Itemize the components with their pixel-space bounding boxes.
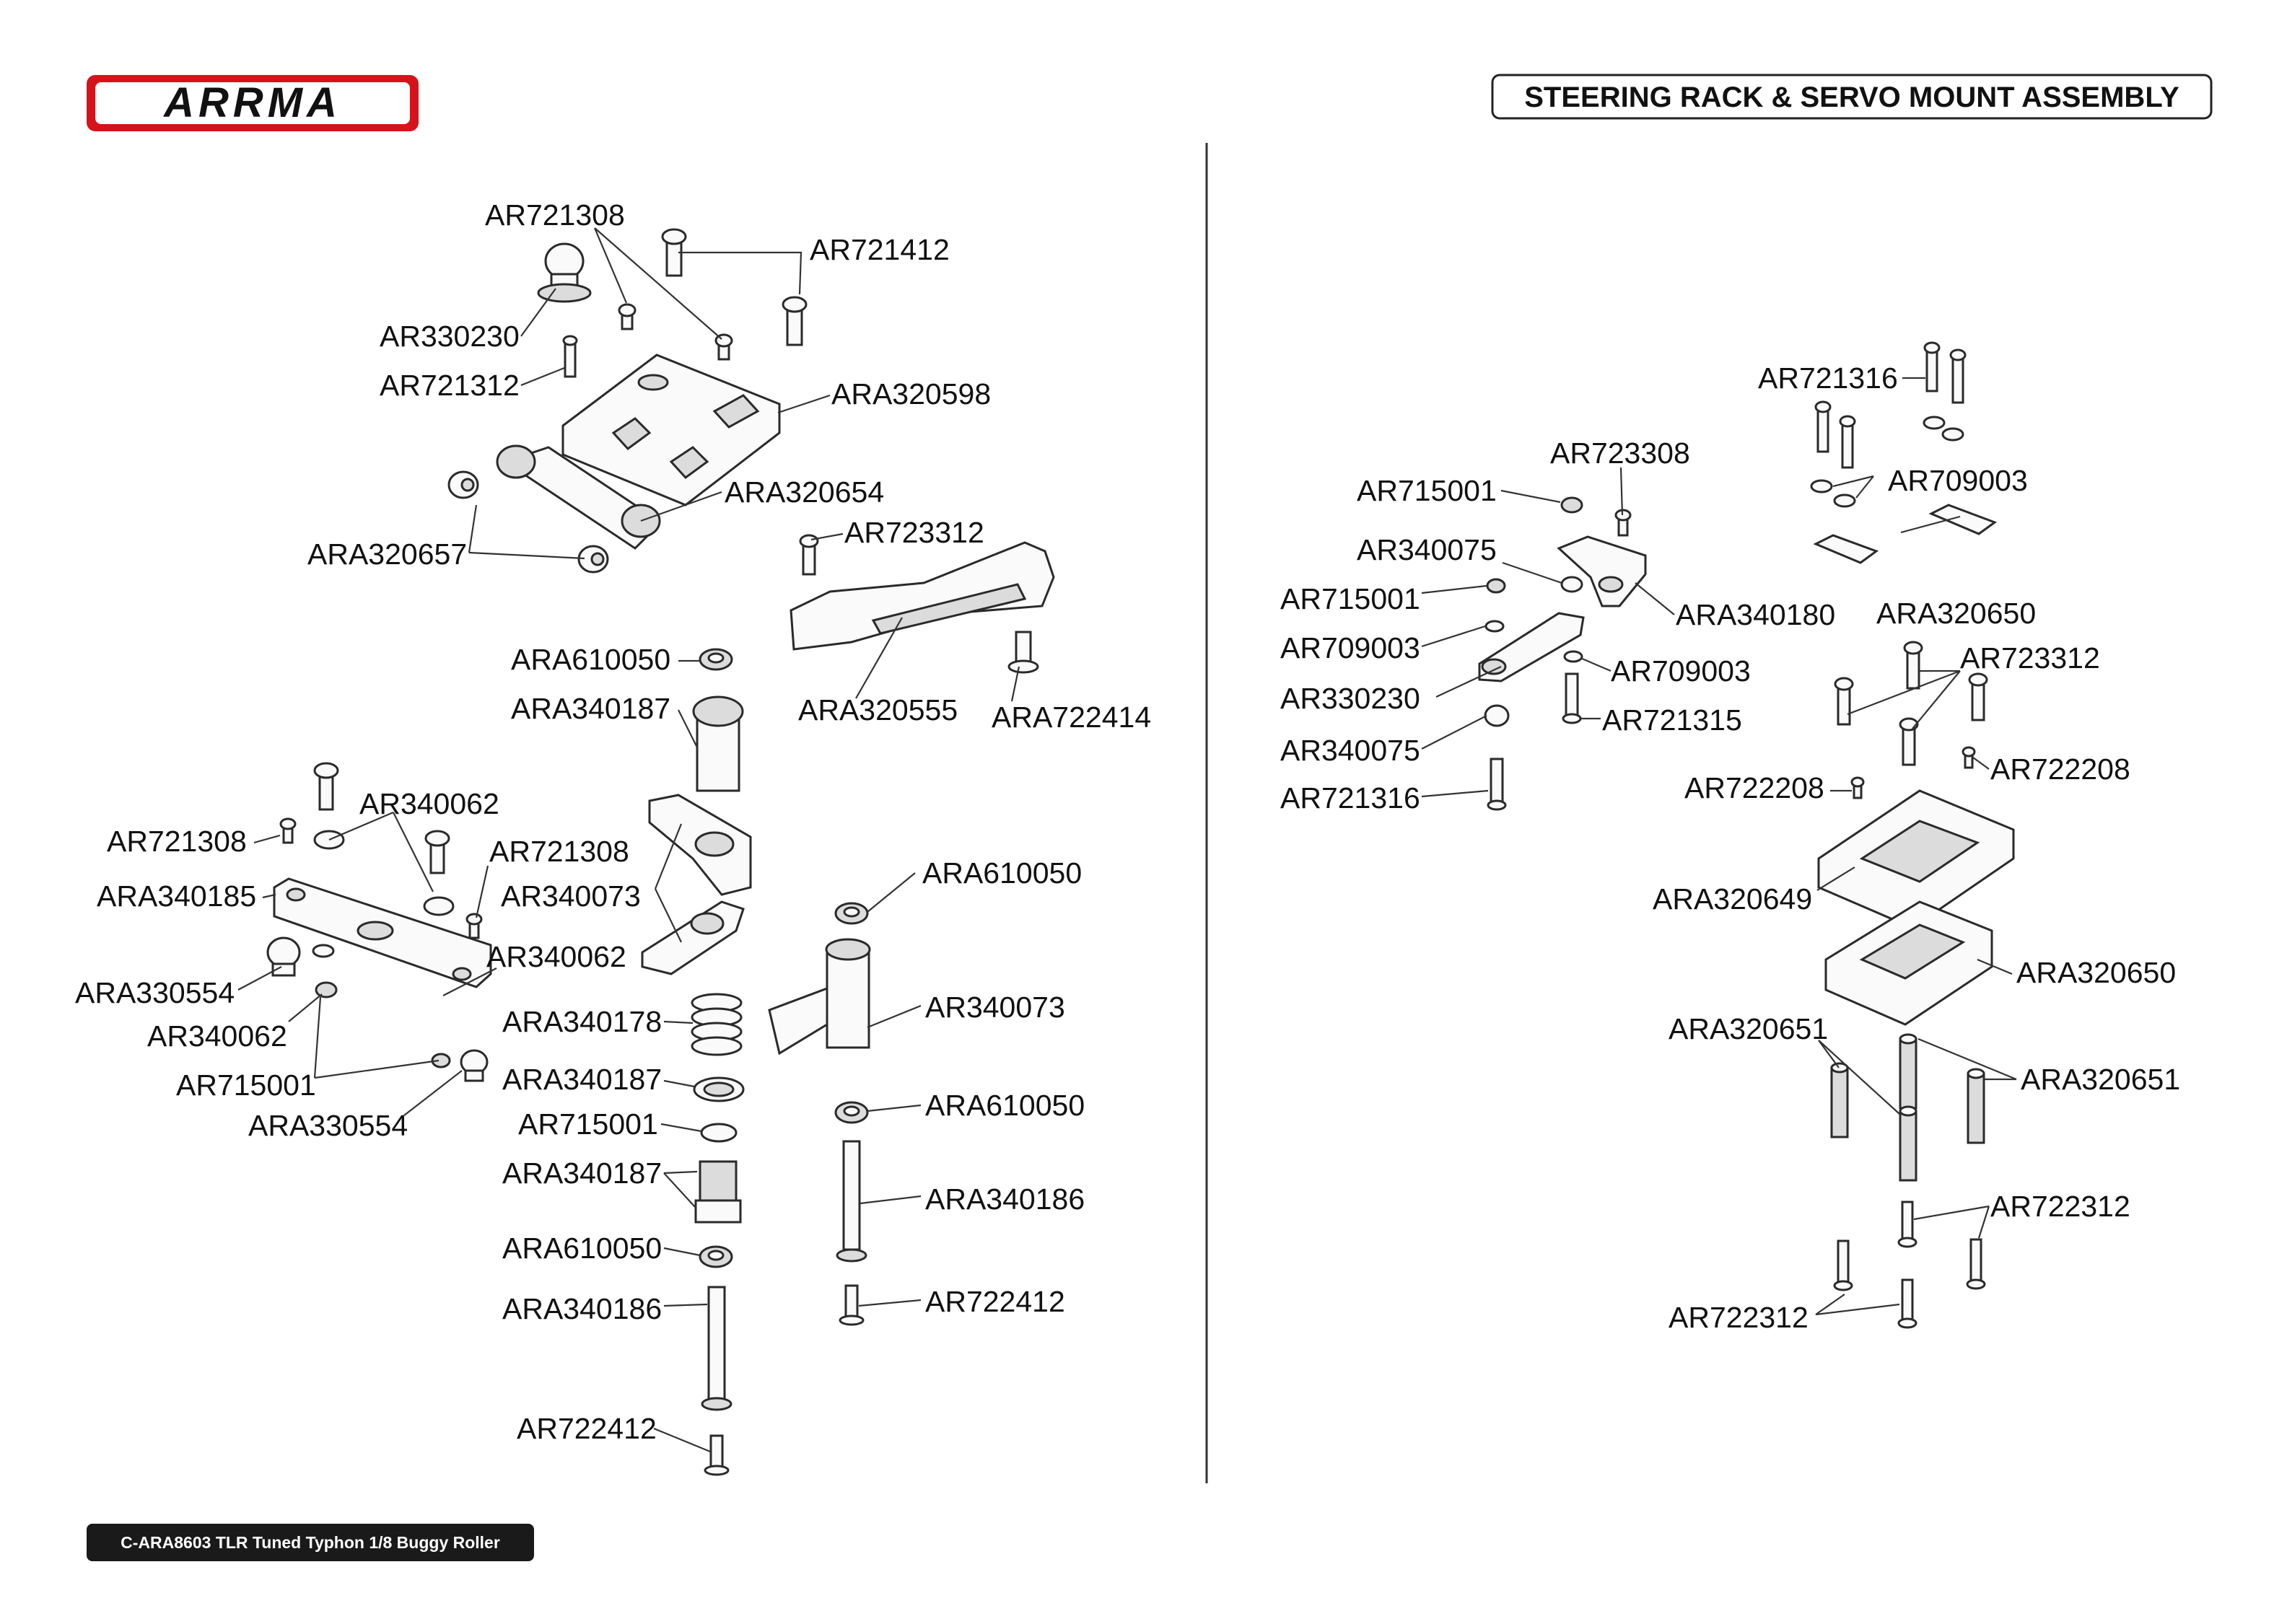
steering-arm-part-1 [650, 795, 751, 895]
nut-part-3 [1562, 498, 1582, 512]
part-label: ARA320598 [831, 377, 992, 411]
part-label: AR330230 [380, 320, 520, 353]
part-label: AR721308 [489, 835, 629, 868]
screw-part-25 [1834, 1241, 1852, 1290]
part-label: ARA320654 [725, 475, 885, 509]
screw-part-12 [467, 914, 481, 938]
screw-part-24 [1899, 1202, 1916, 1247]
part-label: AR722412 [925, 1285, 1065, 1318]
screw-part-10 [426, 831, 449, 873]
ball-end-part-2 [461, 1050, 487, 1081]
servo-mount-block-part-2 [1816, 535, 1876, 563]
part-label: AR723312 [844, 516, 984, 549]
spring-part [692, 994, 741, 1055]
washer-part-10 [1486, 621, 1503, 631]
bushing-part-1 [449, 472, 478, 498]
right-labels [1280, 361, 2180, 1334]
screw-part-13 [1925, 343, 1939, 391]
part-label: AR715001 [518, 1107, 658, 1141]
screw-part-15 [1816, 402, 1830, 452]
part-label: AR721316 [1280, 781, 1420, 815]
ball-stud-part [538, 244, 590, 302]
part-label: ARA330554 [75, 976, 235, 1009]
part-label: AR722208 [1990, 752, 2130, 786]
part-label: ARA340186 [502, 1292, 662, 1325]
part-label: AR709003 [1611, 654, 1751, 688]
part-label: ARA610050 [925, 1089, 1085, 1122]
servo-mount-block-part-1 [1931, 505, 1995, 534]
part-label: AR340073 [501, 879, 641, 913]
part-label: ARA320650 [2016, 956, 2177, 989]
screw-part-9 [315, 763, 338, 809]
part-label: ARA320650 [1876, 597, 2037, 630]
part-label: ARA340187 [502, 1156, 662, 1190]
standoff-part-3 [1968, 1069, 1984, 1143]
part-label: ARA610050 [922, 856, 1083, 890]
nut-part-4 [1487, 579, 1505, 592]
part-label: AR715001 [176, 1068, 316, 1102]
part-label: AR721316 [1758, 361, 1898, 395]
ball-part-1 [1485, 706, 1508, 726]
screw-part-20 [1969, 674, 1987, 720]
part-label: AR722312 [1990, 1190, 2130, 1223]
pin-part-3 [1488, 759, 1505, 809]
part-label: ARA340185 [97, 879, 257, 913]
part-label: AR340073 [925, 991, 1065, 1024]
bearing-part-3 [836, 903, 867, 923]
drag-link-part [274, 879, 491, 987]
screw-part-18 [1905, 642, 1922, 688]
part-label: AR721308 [107, 825, 247, 858]
nut-part-1 [316, 983, 336, 997]
washer-part-11 [1565, 651, 1582, 662]
part-label: ARA320555 [798, 693, 958, 727]
kingpin-part-1 [702, 1287, 731, 1410]
part-label: ARA340186 [925, 1182, 1085, 1216]
chassis-brace-part [791, 543, 1054, 649]
part-label: ARA330554 [248, 1109, 408, 1142]
part-label: ARA340178 [502, 1005, 662, 1038]
part-label: ARA610050 [502, 1232, 662, 1265]
part-label: AR721308 [485, 198, 625, 232]
part-label: ARA340187 [502, 1063, 662, 1096]
part-label: AR709003 [1280, 631, 1420, 664]
kingpin-part-2 [837, 1141, 866, 1261]
left-labels [75, 198, 1151, 1445]
page-title-box [1492, 75, 2211, 118]
screw-part-5 [800, 535, 818, 574]
servo-plate-part-2 [1826, 902, 1992, 1024]
screw-part-23 [1963, 747, 1975, 768]
part-label: AR709003 [1888, 464, 2028, 497]
part-label: ARA722414 [992, 701, 1152, 734]
part-label: AR722208 [1684, 771, 1824, 804]
washer-part-4 [424, 897, 453, 915]
screw-part-3 [619, 304, 635, 329]
steering-arm-part-2 [642, 902, 743, 974]
screw-part-4 [716, 335, 732, 359]
washer-part-2 [701, 1124, 736, 1141]
footer-model-tag [87, 1524, 534, 1561]
part-label: ARA320651 [1669, 1012, 1829, 1045]
standoff-part-4 [1900, 1107, 1916, 1180]
pin-part-2 [1563, 674, 1580, 723]
part-label: AR340062 [147, 1019, 287, 1053]
screw-part-11 [281, 819, 295, 843]
part-label: AR722312 [1669, 1301, 1809, 1334]
screw-part-27 [1899, 1280, 1916, 1327]
part-label: AR340075 [1357, 533, 1497, 566]
washer-part-5 [313, 945, 333, 957]
part-label: AR721412 [810, 233, 950, 266]
washer-part-6 [1924, 417, 1944, 429]
bearing-part-4 [836, 1102, 867, 1123]
part-label: AR722412 [517, 1412, 657, 1445]
part-label: ARA320649 [1653, 882, 1813, 916]
servo-horn-part-1 [1559, 537, 1645, 606]
part-label: ARA320657 [307, 537, 468, 571]
screw-part-7 [705, 1436, 728, 1475]
screw-part-22 [1852, 778, 1863, 798]
washer-part-7 [1943, 429, 1963, 440]
standoff-part-2 [1900, 1035, 1916, 1108]
part-label: AR723312 [1960, 641, 2100, 675]
brand-wordmark: ARRMA [164, 79, 341, 126]
pin-part-1 [564, 336, 577, 377]
washer-part-1 [694, 1078, 743, 1101]
washer-part-9 [1834, 495, 1855, 506]
washer-part-8 [1811, 480, 1832, 492]
part-label: ARA340187 [511, 692, 671, 725]
spacer-part-1 [1562, 577, 1582, 592]
bellcrank-part [769, 939, 870, 1053]
bearing-part-2 [700, 1247, 732, 1267]
bushing-tube-part-1 [694, 697, 743, 791]
part-label: AR721315 [1602, 703, 1742, 737]
standoff-part-1 [1832, 1063, 1847, 1137]
screw-part-26 [1967, 1239, 1985, 1289]
screw-part-2 [783, 297, 806, 345]
bearing-part-1 [700, 649, 732, 670]
part-label: AR721312 [380, 369, 520, 402]
screw-part-6 [1009, 632, 1038, 672]
threaded-post-part [696, 1162, 740, 1222]
part-label: AR340075 [1280, 734, 1420, 767]
part-label: AR340062 [486, 940, 626, 973]
part-label: AR715001 [1357, 474, 1497, 507]
part-label: AR340062 [359, 787, 499, 820]
screw-part-16 [1840, 416, 1855, 468]
ball-end-part-1 [268, 938, 299, 975]
screw-part-19 [1835, 678, 1853, 724]
footer-model-text: C-ARA8603 TLR Tuned Typhon 1/8 Buggy Roller [121, 1533, 500, 1552]
screw-part-14 [1951, 350, 1965, 403]
part-label: ARA320651 [2021, 1063, 2181, 1096]
part-label: AR723308 [1550, 436, 1690, 470]
arrma-logo [87, 75, 419, 131]
part-label: AR330230 [1280, 682, 1420, 715]
part-label: ARA610050 [511, 643, 671, 676]
page-title: STEERING RACK & SERVO MOUNT ASSEMBLY [1524, 82, 2179, 113]
part-label: ARA340180 [1676, 598, 1836, 631]
part-label: AR715001 [1280, 582, 1420, 615]
